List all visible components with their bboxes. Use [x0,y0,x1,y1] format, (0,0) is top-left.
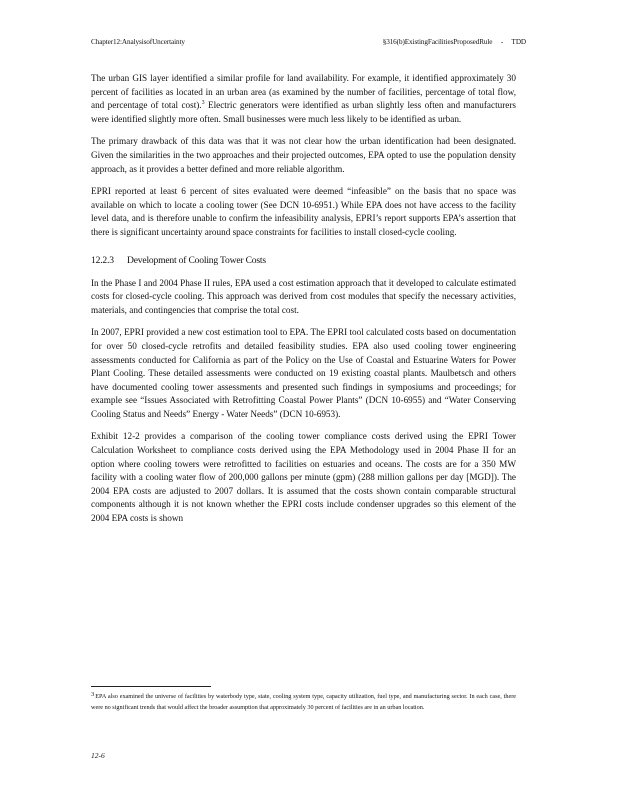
section-heading [91,255,516,266]
footnote-mark: 3 [91,691,95,698]
footnote-reference[interactable]: 3 [201,100,205,107]
section-title: Development of Cooling Tower Costs [127,254,266,266]
paragraph: The primary drawback of this data was that it was not clear how the urban identification had been designated. Given the similarities in the two approaches and their projected outcomes, EPA opted to use the population density approach, as it provides a better defined and more reliable algorithm. [91,136,516,174]
paragraph: Exhibit 12-2 provides a comparison of the cooling tower compliance costs derived using the EPRI Tower Calculation Worksheet to compliance costs derived using the EPA Methodology used in 2004 Phase II for an option where cooling towers were retrofitted to facilities on estuaries and oceans. The costs are for a 350 MW facility with a cooling water flow of 200,000 gallons per minute (gpm) (288 million gallons per day [MGD]). The 2004 EPA costs are adjusted to 2007 dollars. It is assumed that the costs shown contain comparable structural components although it is not known whether the EPRI costs include condenser upgrades so this element of the 2004 EPA costs is shown [91,431,516,524]
header-rule-title: §316(b)ExistingFacilitiesProposedRule - TDD [382,38,526,46]
footnote-divider [91,686,211,687]
section-number: 12.2.3 [91,254,114,266]
paragraph: In the Phase I and 2004 Phase II rules, EPA used a cost estimation approach that it developed to calculate estimated costs for closed-cycle cooling. This approach was derived from cost modules that specify the necessary activities, materials, and contingencies that comprise the total cost. [91,277,516,315]
page-number: 12-6 [91,751,105,760]
body-text [91,72,516,535]
footnote-text: EPA also examined the universe of facilities by waterbody type, state, cooling system type, capacity utilization, fuel type, and manufacturing sector. In each case, there were no significant trends that would affect the broader assumption that approximately 30 percent of facilities are in an urban location. [91,693,516,711]
header-chapter: Chapter12:AnalysisofUncertainty [91,38,185,46]
paragraph-text-continued: Electric generators were identified as urban slightly less often and manufacturers were identified slightly more often. Small businesses were much less likely to be identified as urban. [91,100,516,124]
paragraph: EPRI reported at least 6 percent of sites evaluated were deemed “infeasible” on the basis that no space was available on which to locate a cooling tower (See DCN 10-6951.) While EPA does not have access to the facility level data, and is therefore unable to confirm the infeasibility analysis, EPRI’s report supports EPA’s assertion that there is significant uncertainty around space constraints for facilities to install closed-cycle cooling. [91,186,516,237]
footnote [91,690,516,713]
running-header [91,38,526,50]
paragraph [91,72,516,126]
paragraph: In 2007, EPRI provided a new cost estimation tool to EPA. The EPRI tool calculated costs based on documentation for over 50 closed-cycle retrofits and detailed feasibility studies. EPA also used cooling tower engineering assessments conducted for California as part of the Policy on the Use of Coastal and Estuarine Waters for Power Plant Cooling. These detailed assessments were conducted on 19 existing coastal plants. Maulbetsch and others have documented cooling tower assessments and presented such findings in symposiums and proceedings; for example see “Issues Associated with Retrofitting Coastal Power Plants” (DCN 10-6955) and “Water Conserving Cooling Status and Needs” Energy - Water Needs” (DCN 10-6953). [91,327,516,419]
paragraph-text: The urban GIS layer identified a similar profile for land availability. For example, it identified approximately 30 percent of facilities as located in an urban area (as examined by the number of facilities, percentage of total flow, and percentage of total cost). [91,73,516,111]
